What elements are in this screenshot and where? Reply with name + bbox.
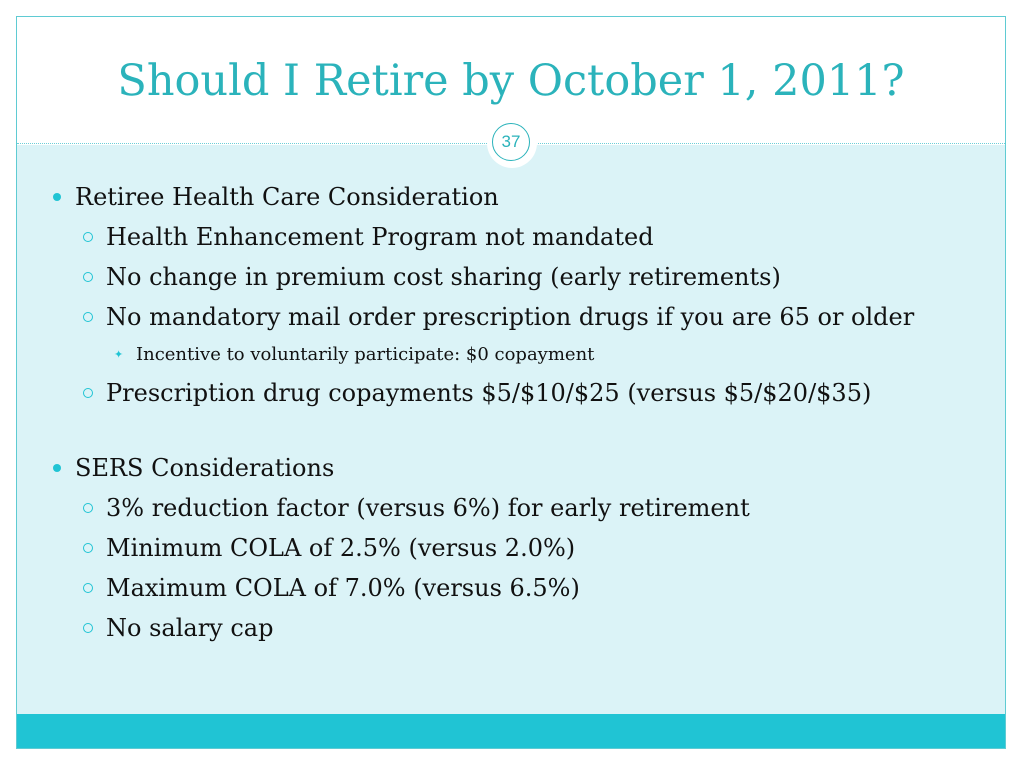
section-heading-text: SERS Considerations xyxy=(75,454,335,482)
filled-circle-bullet-icon xyxy=(53,464,61,472)
list-item-text: No salary cap xyxy=(106,614,274,642)
page-number-badge xyxy=(487,118,537,168)
slide xyxy=(16,16,1006,749)
hollow-circle-bullet-icon xyxy=(83,232,93,242)
hollow-circle-bullet-icon xyxy=(83,503,93,513)
list-item xyxy=(47,488,997,528)
star-bullet-icon: ✦ xyxy=(114,348,124,361)
list-item-text: No change in premium cost sharing (early retirements) xyxy=(106,263,781,291)
page-number: 37 xyxy=(492,123,530,161)
list-item xyxy=(47,217,997,257)
list-item-text: 3% reduction factor (versus 6%) for early retirement xyxy=(106,494,750,522)
hollow-circle-bullet-icon xyxy=(83,623,93,633)
section-spacer xyxy=(47,413,997,448)
list-item xyxy=(47,608,997,648)
list-item-text: Prescription drug copayments $5/$10/$25 (versus $5/$20/$35) xyxy=(106,379,872,407)
list-item xyxy=(47,373,997,413)
section-heading-text: Retiree Health Care Consideration xyxy=(75,183,499,211)
section-heading-sers xyxy=(47,448,997,488)
hollow-circle-bullet-icon xyxy=(83,312,93,322)
filled-circle-bullet-icon xyxy=(53,193,61,201)
list-item xyxy=(47,568,997,608)
hollow-circle-bullet-icon xyxy=(83,272,93,282)
hollow-circle-bullet-icon xyxy=(83,388,93,398)
list-item-text: Health Enhancement Program not mandated xyxy=(106,223,654,251)
list-item-text: Minimum COLA of 2.5% (versus 2.0%) xyxy=(106,534,576,562)
hollow-circle-bullet-icon xyxy=(83,543,93,553)
list-item xyxy=(47,257,997,297)
section-heading-health-care xyxy=(47,177,997,217)
bullet-list xyxy=(47,177,997,648)
sub-list-item-text: Incentive to voluntarily participate: $0 copayment xyxy=(136,344,595,365)
list-item xyxy=(47,297,997,337)
list-item-text: No mandatory mail order prescription drugs if you are 65 or older xyxy=(106,303,915,331)
list-item xyxy=(47,528,997,568)
footer-bar xyxy=(17,714,1005,748)
sub-list-item xyxy=(47,337,997,373)
hollow-circle-bullet-icon xyxy=(83,583,93,593)
slide-title: Should I Retire by October 1, 2011? xyxy=(117,56,905,106)
list-item-text: Maximum COLA of 7.0% (versus 6.5%) xyxy=(106,574,580,602)
